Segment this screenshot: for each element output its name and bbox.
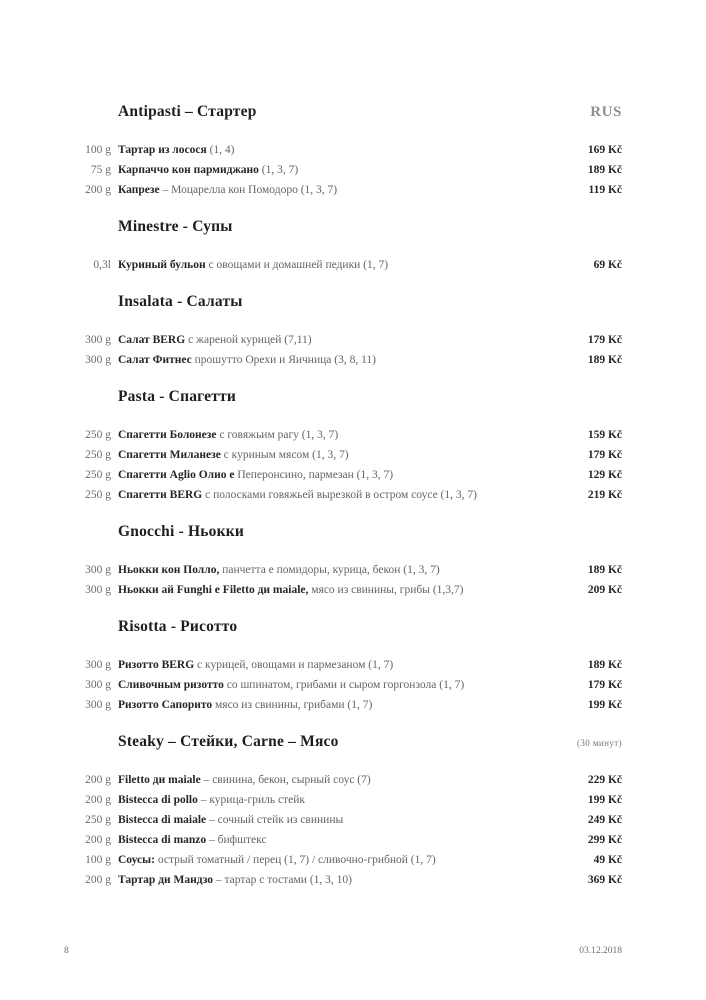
item-description: – сочный стейк из свинины (209, 814, 344, 826)
item-price: 189 Kč (587, 564, 622, 576)
item-name: Спагетти BERG (118, 489, 203, 501)
section-title: Antipasti – Стартер (118, 103, 257, 120)
item-text (111, 465, 588, 485)
item-price: 159 Kč (587, 429, 622, 441)
item-description: панчетта е помидоры, курица, бекон (1, 3, 7) (222, 564, 440, 576)
menu-sections (0, 103, 706, 890)
item-quantity: 100 g (85, 144, 111, 156)
section-header (118, 293, 622, 311)
item-price: 199 Kč (587, 794, 622, 806)
item-name: Тартар ди Мандзо (118, 874, 213, 886)
item-text (111, 870, 588, 890)
item-description: – свинина, бекон, сырный соус (7) (203, 774, 371, 786)
item-quantity: 300 g (85, 584, 111, 596)
menu-section (0, 523, 706, 600)
item-name: Ризотто BERG (118, 659, 195, 671)
item-price: 189 Kč (587, 354, 622, 366)
item-text (111, 655, 588, 675)
item-quantity: 300 g (85, 699, 111, 711)
item-text (111, 560, 588, 580)
item-text (111, 830, 588, 850)
menu-item-row (84, 255, 622, 275)
item-quantity: 300 g (85, 659, 111, 671)
item-price: 179 Kč (587, 679, 622, 691)
menu-item-row (84, 770, 622, 790)
item-description: с жареной курицей (7,11) (188, 334, 312, 346)
section-title: Risotta - Рисотто (118, 618, 238, 635)
item-price: 189 Kč (587, 659, 622, 671)
item-name: Салат BERG (118, 334, 186, 346)
section-title: Minestre - Супы (118, 218, 233, 235)
item-description: со шпинатом, грибами и сыром горгонзола (1, 7) (226, 679, 465, 691)
section-title: Steaky – Стейки, Carne – Мясо (118, 733, 339, 750)
item-description: – тартар с тостами (1, 3, 10) (215, 874, 352, 886)
menu-item-row (84, 160, 622, 180)
menu-item-row (84, 180, 622, 200)
page-footer (64, 946, 622, 956)
section-header (118, 523, 622, 541)
item-text (111, 675, 588, 695)
menu-item-row (84, 350, 622, 370)
item-description: с курицей, овощами и пармезаном (1, 7) (197, 659, 394, 671)
section-header (118, 618, 622, 636)
item-description: с говяжьим рагу (1, 3, 7) (219, 429, 339, 441)
item-description: мясо из свинины, грибами (1, 7) (215, 699, 373, 711)
item-text (111, 425, 588, 445)
item-quantity: 200 g (85, 774, 111, 786)
item-text (111, 160, 588, 180)
menu-item-row (84, 850, 622, 870)
item-price: 219 Kč (587, 489, 622, 501)
item-price: 199 Kč (587, 699, 622, 711)
menu-item-row (84, 580, 622, 600)
item-price: 69 Kč (593, 259, 622, 271)
item-description: – курица-гриль стейк (200, 794, 305, 806)
language-label: RUS (590, 104, 622, 120)
item-text (111, 770, 588, 790)
menu-item-row (84, 485, 622, 505)
menu-section (0, 388, 706, 505)
section-header (118, 218, 622, 236)
item-name: Тартар из лосося (118, 144, 207, 156)
item-price: 249 Kč (587, 814, 622, 826)
section-header (118, 733, 622, 751)
menu-section (0, 733, 706, 890)
item-price: 209 Kč (587, 584, 622, 596)
item-quantity: 250 g (85, 814, 111, 826)
menu-item-row (84, 870, 622, 890)
item-quantity: 200 g (85, 834, 111, 846)
item-price: 129 Kč (587, 469, 622, 481)
item-name: Ризотто Сапорито (118, 699, 213, 711)
menu-item-row (84, 140, 622, 160)
item-description: с овощами и домашней педики (1, 7) (208, 259, 389, 271)
menu-section (0, 218, 706, 275)
menu-item-row (84, 675, 622, 695)
item-price: 229 Kč (587, 774, 622, 786)
item-price: 189 Kč (587, 164, 622, 176)
item-quantity: 300 g (85, 334, 111, 346)
item-quantity: 250 g (85, 489, 111, 501)
item-description: – Моцарелла кон Помодоро (1, 3, 7) (162, 184, 338, 196)
item-name: Капрезе (118, 184, 160, 196)
menu-item-row (84, 790, 622, 810)
item-price: 169 Kč (587, 144, 622, 156)
item-text (111, 790, 588, 810)
menu-item-row (84, 425, 622, 445)
menu-item-row (84, 655, 622, 675)
item-text (111, 350, 588, 370)
item-price: 179 Kč (587, 449, 622, 461)
item-name: Bistecca di maiale (118, 814, 207, 826)
item-description: (1, 4) (209, 144, 235, 156)
item-name: Filetto ди maiale (118, 774, 201, 786)
menu-section (0, 103, 706, 200)
item-text (111, 445, 588, 465)
item-quantity: 250 g (85, 469, 111, 481)
section-note: (30 минут) (576, 738, 622, 748)
item-name: Карпаччо кон пармиджано (118, 164, 259, 176)
menu-item-row (84, 810, 622, 830)
item-description: (1, 3, 7) (261, 164, 299, 176)
item-quantity: 200 g (85, 874, 111, 886)
section-title: Insalata - Салаты (118, 293, 243, 310)
item-quantity: 250 g (85, 429, 111, 441)
item-description: Пеперонсино, пармезан (1, 3, 7) (237, 469, 394, 481)
section-header (118, 103, 622, 121)
item-text (111, 850, 594, 870)
section-title: Gnocchi - Ньокки (118, 523, 245, 540)
item-name: Ньокки ай Funghi e Filetto ди maiale, (118, 584, 309, 596)
item-text (111, 180, 588, 200)
item-name: Салат Фитнес (118, 354, 192, 366)
item-price: 49 Kč (593, 854, 622, 866)
item-quantity: 100 g (85, 854, 111, 866)
menu-item-row (84, 465, 622, 485)
item-description: прошутто Орехи и Яичница (3, 8, 11) (194, 354, 376, 366)
item-quantity: 300 g (85, 564, 111, 576)
item-price: 119 Kč (588, 184, 622, 196)
item-name: Куриный бульон (118, 259, 206, 271)
menu-item-row (84, 695, 622, 715)
item-price: 369 Kč (587, 874, 622, 886)
menu-section (0, 618, 706, 715)
item-description: мясо из свинины, грибы (1,3,7) (311, 584, 464, 596)
page-number: 8 (64, 946, 69, 956)
item-quantity: 300 g (85, 354, 111, 366)
item-text (111, 810, 588, 830)
item-price: 299 Kč (587, 834, 622, 846)
item-description: с куриным мясом (1, 3, 7) (223, 449, 349, 461)
item-quantity: 200 g (85, 184, 111, 196)
item-name: Ньокки кон Полло, (118, 564, 220, 576)
menu-item-row (84, 830, 622, 850)
item-name: Спагетти Миланезе (118, 449, 221, 461)
item-text (111, 255, 594, 275)
item-quantity: 200 g (85, 794, 111, 806)
item-description: острый томатный / перец (1, 7) / сливочно-грибной (1, 7) (157, 854, 436, 866)
menu-section (0, 293, 706, 370)
item-quantity: 75 g (90, 164, 111, 176)
section-title: Pasta - Спагетти (118, 388, 237, 405)
item-description: – бифштекс (209, 834, 267, 846)
item-price: 179 Kč (587, 334, 622, 346)
menu-item-row (84, 445, 622, 465)
item-text (111, 330, 588, 350)
item-text (111, 485, 588, 505)
item-name: Спагетти Aglio Олио е (118, 469, 235, 481)
menu-item-row (84, 330, 622, 350)
item-quantity: 250 g (85, 449, 111, 461)
footer-date: 03.12.2018 (579, 946, 622, 956)
item-text (111, 580, 588, 600)
section-header (118, 388, 622, 406)
item-description: с полосками говяжьей вырезкой в остром соусе (1, 3, 7) (205, 489, 477, 501)
item-text (111, 695, 588, 715)
item-name: Сливочным ризотто (118, 679, 224, 691)
item-name: Bistecca di manzo (118, 834, 207, 846)
menu-item-row (84, 560, 622, 580)
item-name: Спагетти Болонезе (118, 429, 217, 441)
item-name: Bistecca di pollo (118, 794, 198, 806)
item-text (111, 140, 588, 160)
item-quantity: 300 g (85, 679, 111, 691)
item-name: Соусы: (118, 854, 155, 866)
item-quantity: 0,3l (93, 259, 111, 271)
